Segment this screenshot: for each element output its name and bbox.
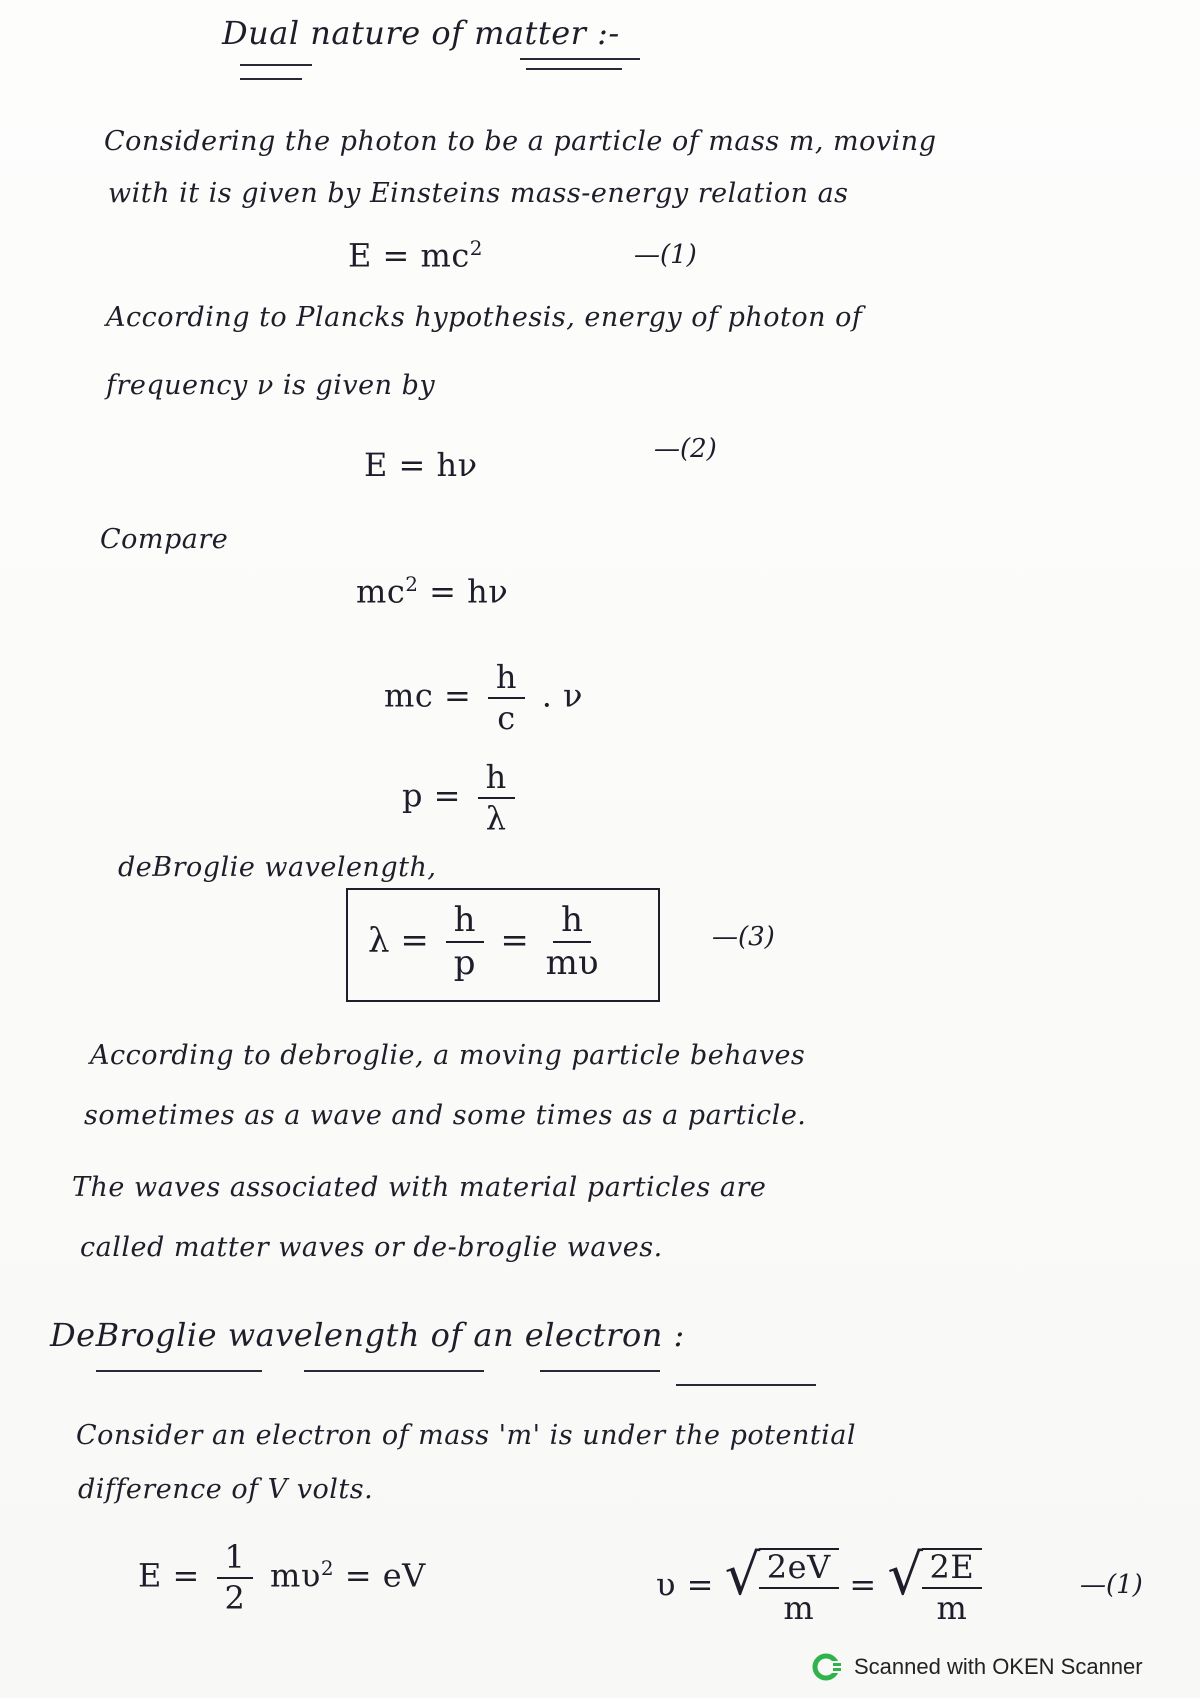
equation-1-number: —(1) <box>634 240 697 270</box>
boxed-equation: λ = $\frac{h}{p}$ = $\frac{h}{m\upsilon}$ <box>346 888 660 1002</box>
fraction: $\frac{h}{c}$ <box>488 660 525 736</box>
section-heading-underline <box>304 1370 484 1372</box>
compare-label: Compare <box>100 524 229 555</box>
fraction: $\frac{h}{m\upsilon}$ <box>545 900 599 984</box>
para4-line2: called matter waves or de-broglie waves. <box>80 1232 663 1263</box>
section-heading-underline <box>96 1370 262 1372</box>
section-heading: DeBroglie wavelength of an electron : <box>50 1316 685 1354</box>
equation-3-number: —(3) <box>712 922 775 952</box>
para2-line1: According to Plancks hypothesis, energy of photon of <box>106 302 863 333</box>
para5-line2: difference of V volts. <box>78 1474 374 1505</box>
square-root: √ $\frac{2eV}{m}$ <box>725 1548 839 1626</box>
title-underline <box>526 68 622 70</box>
equation-momentum-p: p = $\frac{h}{\lambda}$ <box>402 760 521 836</box>
fraction: $\frac{h}{\lambda}$ <box>478 760 515 836</box>
para1-line2: with it is given by Einsteins mass-energy relation as <box>108 178 849 209</box>
section-heading-underline <box>676 1384 816 1386</box>
equation-kinetic-energy: E = $\frac{1}{2}$ $m\upsilon^2$ = eV <box>138 1538 426 1618</box>
equation-2-number: —(2) <box>654 434 717 464</box>
fraction: $\frac{1}{2}$ <box>217 1540 254 1616</box>
title-underline <box>240 78 302 80</box>
equation-compare: $mc^2 = h\nu$ <box>356 572 509 611</box>
para1-line1: Considering the photon to be a particle of mass m, moving <box>104 126 937 157</box>
fraction: $\frac{2E}{m}$ <box>922 1548 983 1626</box>
para2-line2: frequency ν is given by <box>106 370 436 401</box>
para3-line2: sometimes as a wave and some times as a particle. <box>84 1100 807 1131</box>
oken-scanner-logo-icon <box>812 1651 844 1683</box>
title-underline <box>240 64 312 66</box>
scanner-watermark-text: Scanned with OKEN Scanner <box>854 1654 1143 1679</box>
equation-velocity: υ = √ $\frac{2eV}{m}$ = √ $\frac{2E}{m}$ <box>656 1548 982 1626</box>
equation-2: E = hν <box>364 446 478 484</box>
square-root: √ $\frac{2E}{m}$ <box>887 1548 982 1626</box>
section-heading-underline <box>540 1370 660 1372</box>
equation-1: $E = mc^2$ <box>348 236 484 275</box>
page-title: Dual nature of matter :- <box>222 14 620 52</box>
para3-line1: According to debroglie, a moving particle behaves <box>90 1040 806 1071</box>
para4-line1: The waves associated with material particles are <box>72 1172 767 1203</box>
para5-line1: Consider an electron of mass 'm' is under the potential <box>76 1420 857 1451</box>
fraction: $\frac{2eV}{m}$ <box>759 1548 839 1626</box>
equation-momentum-mc: mc = $\frac{h}{c}$ . ν <box>384 658 583 738</box>
debroglie-label: deBroglie wavelength, <box>118 852 437 883</box>
fraction: $\frac{h}{p}$ <box>446 902 484 983</box>
equation-velocity-number: —(1) <box>1080 1570 1143 1600</box>
title-underline <box>520 58 640 60</box>
scanner-watermark <box>812 1650 1143 1684</box>
